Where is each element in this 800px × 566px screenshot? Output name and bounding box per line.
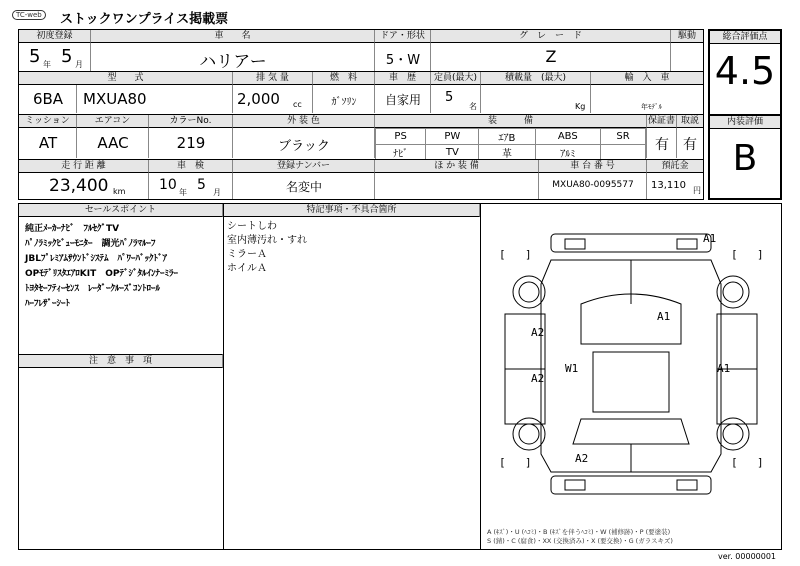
overall-score: 4.5 — [714, 49, 776, 93]
year-unit: 年 — [43, 60, 51, 69]
info-table — [18, 29, 704, 200]
bracket: ] — [525, 456, 532, 469]
cc-unit: cc — [293, 100, 302, 109]
model-cell — [77, 85, 233, 113]
exterior-color-label: 外 装 色 — [233, 115, 375, 128]
aircon: AAC — [97, 134, 129, 152]
reg-number: 名変中 — [285, 180, 322, 194]
legend-line: S (錆)・C (腐食)・XX (交換済み)・X (要交換)・G (ガラスキズ) — [487, 537, 673, 545]
import-cell — [591, 85, 703, 113]
model-label: 型 式 — [19, 72, 233, 85]
logo — [12, 10, 46, 20]
manual: 有 — [683, 137, 697, 153]
first-reg-year: 5 — [29, 46, 41, 67]
sales-points-label: セールスポイント — [19, 204, 223, 217]
version-label: ver. 00000001 — [718, 552, 777, 561]
load-label: 積載量 (最大) — [481, 72, 591, 85]
grade-label: グ レ ー ド — [431, 30, 671, 43]
first-reg-cell — [19, 43, 91, 71]
other-equipment-cell — [375, 173, 539, 199]
mission-cell — [19, 128, 77, 158]
inspection-year-unit: 年 — [179, 188, 187, 197]
exterior-color: ブラック — [278, 139, 330, 154]
vin-label: 車 台 番 号 — [539, 160, 647, 173]
model-prefix-cell — [19, 85, 77, 113]
equipment-cell — [375, 128, 647, 158]
mileage-cell — [19, 173, 149, 199]
special-note-line: ホイルＡ — [227, 263, 267, 274]
inspection-year: 10 — [159, 177, 177, 193]
equipment-grid — [375, 128, 646, 161]
equipment-item: ﾅﾋﾞ — [376, 145, 426, 161]
sales-point-line: 純正ﾒｰｶｰﾅﾋﾞ ﾌﾙｾｸﾞTV — [25, 224, 120, 234]
logo-text: TC-web — [16, 11, 42, 19]
fuel-cell — [313, 85, 375, 113]
bracket: ] — [757, 248, 764, 261]
mission-label: ミッション — [19, 115, 77, 128]
manual-cell — [677, 128, 703, 158]
category-label: 車 歴 — [375, 72, 431, 85]
sales-point-line: OPﾓﾃﾞﾘｽﾀｴｱﾛKIT OPﾃﾞｼﾞﾀﾙｲﾝﾅｰﾐﾗｰ — [25, 269, 178, 279]
inspection-label: 車 検 — [149, 160, 233, 173]
grade-cell — [431, 43, 671, 71]
color-no: 219 — [176, 134, 206, 152]
special-notes-list — [227, 220, 307, 276]
sales-point-line: ﾄﾖﾀｾｰﾌﾃｨｰｾﾝｽ ﾚｰﾀﾞｰｸﾙｰｽﾞｺﾝﾄﾛｰﾙ — [25, 284, 161, 294]
sales-points-list — [25, 222, 178, 312]
recycle: 13,110 — [651, 180, 686, 191]
inspection-month-unit: 月 — [213, 188, 221, 197]
reg-number-label: 登録ナンバー — [233, 160, 375, 173]
yen-unit: 円 — [693, 186, 701, 195]
color-no-label: カラーNo. — [149, 115, 233, 128]
bracket: [ — [499, 456, 506, 469]
first-reg-month: 5 — [61, 46, 73, 67]
inspection-cell — [149, 173, 233, 199]
damage-mark: A1 — [717, 362, 731, 375]
equipment-item: ABS — [535, 129, 601, 145]
capacity-unit: 名 — [469, 102, 477, 111]
displacement-label: 排 気 量 — [233, 72, 313, 85]
interior-score-label: 内装評価 — [710, 116, 780, 129]
damage-mark: A2 — [575, 452, 589, 465]
car-name: ハリアー — [199, 52, 267, 72]
warranty-label: 保証書 — [647, 116, 675, 126]
recycle-cell — [647, 173, 703, 199]
mileage-label: 走 行 距 離 — [19, 160, 149, 173]
other-equipment-label: ほ か 装 備 — [375, 160, 539, 173]
sales-point-line: ﾊﾟﾉﾗﾐｯｸﾋﾞｭｰﾓﾆﾀｰ 調光ﾊﾟﾉﾗﾏﾙｰﾌ — [25, 239, 156, 249]
vin-cell — [539, 173, 647, 199]
mileage: 23,400 — [49, 176, 109, 196]
capacity: 5 — [445, 90, 454, 105]
overall-score-box — [708, 29, 782, 117]
equipment-label: 装 備 — [375, 115, 647, 128]
overall-score-label: 総合評価点 — [710, 31, 780, 44]
capacity-label: 定員(最大) — [431, 72, 481, 85]
bracket: [ — [499, 248, 506, 261]
km-unit: km — [113, 187, 126, 196]
interior-score-box — [708, 114, 782, 200]
vin: MXUA80-0095577 — [552, 180, 634, 190]
bracket: [ — [731, 456, 738, 469]
car-name-cell — [91, 43, 375, 71]
equipment-item: ｴｱB — [479, 129, 535, 145]
bracket: [ — [731, 248, 738, 261]
load-unit: Kg — [575, 102, 586, 111]
category: 自家用 — [384, 93, 421, 107]
model: MXUA80 — [83, 90, 147, 108]
page-title: ストックワンプライス掲載票 — [60, 12, 229, 27]
equipment-item: SR — [601, 129, 646, 145]
equipment-item: ｱﾙﾐ — [535, 145, 601, 161]
category-cell — [375, 85, 431, 113]
damage-mark: A1 — [703, 232, 717, 245]
warranty-cell — [647, 128, 677, 158]
model-prefix: 6BA — [32, 90, 64, 108]
load-cell — [481, 85, 591, 113]
sales-point-line: JBLﾌﾟﾚﾐｱﾑｻｳﾝﾄﾞｼｽﾃﾑ ﾊﾟﾜｰﾊﾞｯｸﾄﾞｱ — [25, 254, 167, 264]
first-reg-label: 初度登録 — [19, 30, 91, 43]
bracket: ] — [525, 248, 532, 261]
equipment-item: PW — [426, 129, 479, 145]
color-no-cell — [149, 128, 233, 158]
door-shape: 5・W — [385, 53, 421, 68]
damage-mark: W1 — [565, 362, 579, 375]
special-note-line: ミラーＡ — [227, 249, 267, 260]
grade: Z — [545, 47, 557, 66]
legend — [487, 528, 673, 546]
fuel-label: 燃 料 — [313, 72, 375, 85]
import-model-year: 年ﾓﾃﾞﾙ — [641, 103, 662, 111]
legend-line: A (ｷｽﾞ)・U (ﾍｺﾐ)・B (ｷｽﾞを伴うﾍｺﾐ)・W (補修跡)・P (要塗装) — [487, 528, 671, 536]
bracket: ] — [757, 456, 764, 469]
interior-score: B — [732, 138, 758, 179]
car-name-label: 車 名 — [91, 30, 375, 43]
aircon-label: エアコン — [77, 115, 149, 128]
car-diagram — [481, 204, 781, 549]
inspection-month: 5 — [197, 177, 206, 193]
door-shape-cell — [375, 43, 431, 71]
lower-section — [18, 203, 782, 550]
damage-mark: A1 — [657, 310, 671, 323]
damage-mark: A2 — [531, 372, 545, 385]
aircon-cell — [77, 128, 149, 158]
mission: AT — [38, 134, 58, 152]
capacity-cell — [431, 85, 481, 113]
exterior-color-cell — [233, 128, 375, 158]
equipment-item: 革 — [479, 145, 535, 161]
warranty: 有 — [655, 137, 669, 153]
special-notes-label: 特記事項・不具合箇所 — [224, 204, 480, 217]
notes-label: 注 意 事 項 — [19, 354, 223, 368]
recycle-label: 預託金 — [647, 160, 703, 173]
special-note-line: シートしわ — [227, 221, 277, 232]
import-label: 輸 入 車 — [591, 72, 703, 85]
damage-mark: A2 — [531, 326, 545, 339]
displacement-cell — [233, 85, 313, 113]
manual-label: 取説 — [677, 115, 703, 128]
drive-cell — [671, 43, 703, 71]
fuel: ｶﾞｿﾘﾝ — [331, 97, 357, 108]
equipment-item: TV — [426, 145, 479, 161]
door-shape-label: ドア・形状 — [375, 30, 431, 43]
drive-label: 駆動 — [671, 30, 703, 43]
sales-point-line: ﾊｰﾌﾚｻﾞｰｼｰﾄ — [25, 299, 71, 309]
equipment-item: PS — [376, 129, 426, 145]
displacement: 2,000 — [237, 90, 280, 108]
special-note-line: 室内薄汚れ・すれ — [227, 235, 307, 246]
reg-number-cell — [233, 173, 375, 199]
month-unit: 月 — [75, 60, 83, 69]
